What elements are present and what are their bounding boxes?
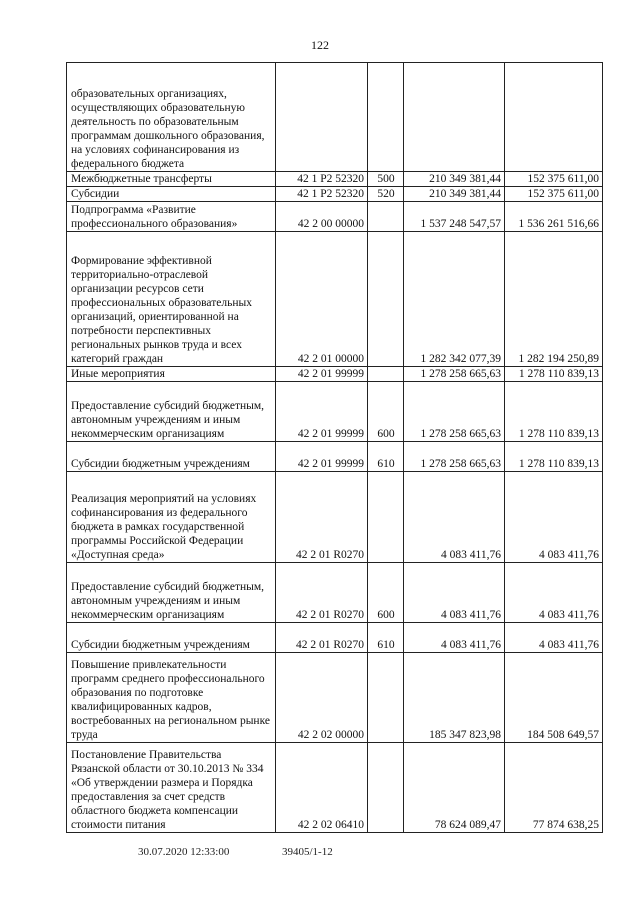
row-code: 42 2 02 06410	[276, 743, 368, 833]
row-expense-type: 610	[368, 442, 404, 472]
row-amount-1: 1 278 258 665,63	[404, 382, 505, 442]
footer-datetime: 30.07.2020 12:33:00	[138, 846, 230, 858]
row-amount-1: 210 349 381,44	[404, 187, 505, 202]
row-name: Предоставление субсидий бюджетным, автономным учреждениям и иным некоммерческим организациям	[67, 563, 276, 623]
row-amount-1: 78 624 089,47	[404, 743, 505, 833]
table-row	[67, 563, 603, 623]
row-code: 42 2 02 00000	[276, 653, 368, 743]
row-expense-type	[368, 367, 404, 382]
row-expense-type: 520	[368, 187, 404, 202]
table-row	[67, 187, 603, 202]
row-expense-type: 500	[368, 172, 404, 187]
row-name: Повышение привлекательности программ среднего профессионального образования по подготовке квалифицированных кадров, востребованных на региональном рынке труда	[67, 653, 276, 743]
row-amount-2: 4 083 411,76	[505, 563, 603, 623]
row-name: Постановление Правительства Рязанской области от 30.10.2013 № 334 «Об утверждении размера и Порядка предоставления за счет средств областного бюджета компенсации стоимости питания	[67, 743, 276, 833]
table-row	[67, 232, 603, 367]
row-code: 42 1 P2 52320	[276, 172, 368, 187]
row-name: Реализация мероприятий на условиях софинансирования из федерального бюджета в рамках государственной программы Российской Федерации «Доступная среда»	[67, 472, 276, 563]
row-name: Межбюджетные трансферты	[67, 172, 276, 187]
row-amount-1: 1 278 258 665,63	[404, 367, 505, 382]
row-expense-type: 600	[368, 382, 404, 442]
row-code: 42 2 01 99999	[276, 442, 368, 472]
table-row	[67, 202, 603, 232]
row-name: образовательных организациях, осуществляющих образовательную деятельность по образовательным программам дошкольного образования, на условиях софинансирования из федерального бюджета	[67, 63, 276, 172]
table-row	[67, 382, 603, 442]
row-code: 42 2 01 R0270	[276, 472, 368, 563]
table-row	[67, 442, 603, 472]
row-expense-type	[368, 202, 404, 232]
row-expense-type	[368, 232, 404, 367]
row-amount-1: 185 347 823,98	[404, 653, 505, 743]
row-amount-1: 1 282 342 077,39	[404, 232, 505, 367]
row-amount-2	[505, 63, 603, 172]
row-code: 42 2 01 99999	[276, 367, 368, 382]
row-expense-type	[368, 63, 404, 172]
row-amount-2: 4 083 411,76	[505, 623, 603, 653]
row-name: Предоставление субсидий бюджетным, автономным учреждениям и иным некоммерческим организациям	[67, 382, 276, 442]
row-amount-1: 4 083 411,76	[404, 563, 505, 623]
row-amount-1: 210 349 381,44	[404, 172, 505, 187]
row-amount-2: 1 536 261 516,66	[505, 202, 603, 232]
page-number: 122	[311, 38, 329, 52]
row-amount-1: 1 537 248 547,57	[404, 202, 505, 232]
row-amount-2: 1 278 110 839,13	[505, 382, 603, 442]
row-expense-type	[368, 743, 404, 833]
row-amount-2: 152 375 611,00	[505, 172, 603, 187]
row-name: Формирование эффективной территориально-отраслевой организации ресурсов сети профессиональных образовательных организаций, ориентированной на потребности перспективных региональных рынков труда и всех категорий граждан	[67, 232, 276, 367]
row-code: 42 2 01 00000	[276, 232, 368, 367]
row-amount-2: 184 508 649,57	[505, 653, 603, 743]
row-amount-1: 4 083 411,76	[404, 472, 505, 563]
row-code: 42 2 00 00000	[276, 202, 368, 232]
table-row	[67, 367, 603, 382]
row-expense-type	[368, 472, 404, 563]
row-expense-type: 610	[368, 623, 404, 653]
table-row	[67, 743, 603, 833]
row-expense-type	[368, 653, 404, 743]
row-code: 42 2 01 99999	[276, 382, 368, 442]
row-amount-1	[404, 63, 505, 172]
table-row	[67, 472, 603, 563]
row-code	[276, 63, 368, 172]
row-name: Подпрограмма «Развитие профессионального образования»	[67, 202, 276, 232]
table-row	[67, 623, 603, 653]
footer-document-id: 39405/1-12	[282, 846, 333, 858]
table-row	[67, 63, 603, 172]
row-amount-1: 4 083 411,76	[404, 623, 505, 653]
row-amount-1: 1 278 258 665,63	[404, 442, 505, 472]
row-amount-2: 4 083 411,76	[505, 472, 603, 563]
row-code: 42 1 P2 52320	[276, 187, 368, 202]
row-name: Субсидии	[67, 187, 276, 202]
row-amount-2: 1 278 110 839,13	[505, 442, 603, 472]
budget-table	[66, 62, 603, 833]
table-row	[67, 172, 603, 187]
table-row	[67, 653, 603, 743]
row-name: Субсидии бюджетным учреждениям	[67, 623, 276, 653]
row-code: 42 2 01 R0270	[276, 623, 368, 653]
row-code: 42 2 01 R0270	[276, 563, 368, 623]
row-expense-type: 600	[368, 563, 404, 623]
row-name: Иные мероприятия	[67, 367, 276, 382]
row-amount-2: 77 874 638,25	[505, 743, 603, 833]
row-amount-2: 1 282 194 250,89	[505, 232, 603, 367]
row-amount-2: 1 278 110 839,13	[505, 367, 603, 382]
row-amount-2: 152 375 611,00	[505, 187, 603, 202]
row-name: Субсидии бюджетным учреждениям	[67, 442, 276, 472]
